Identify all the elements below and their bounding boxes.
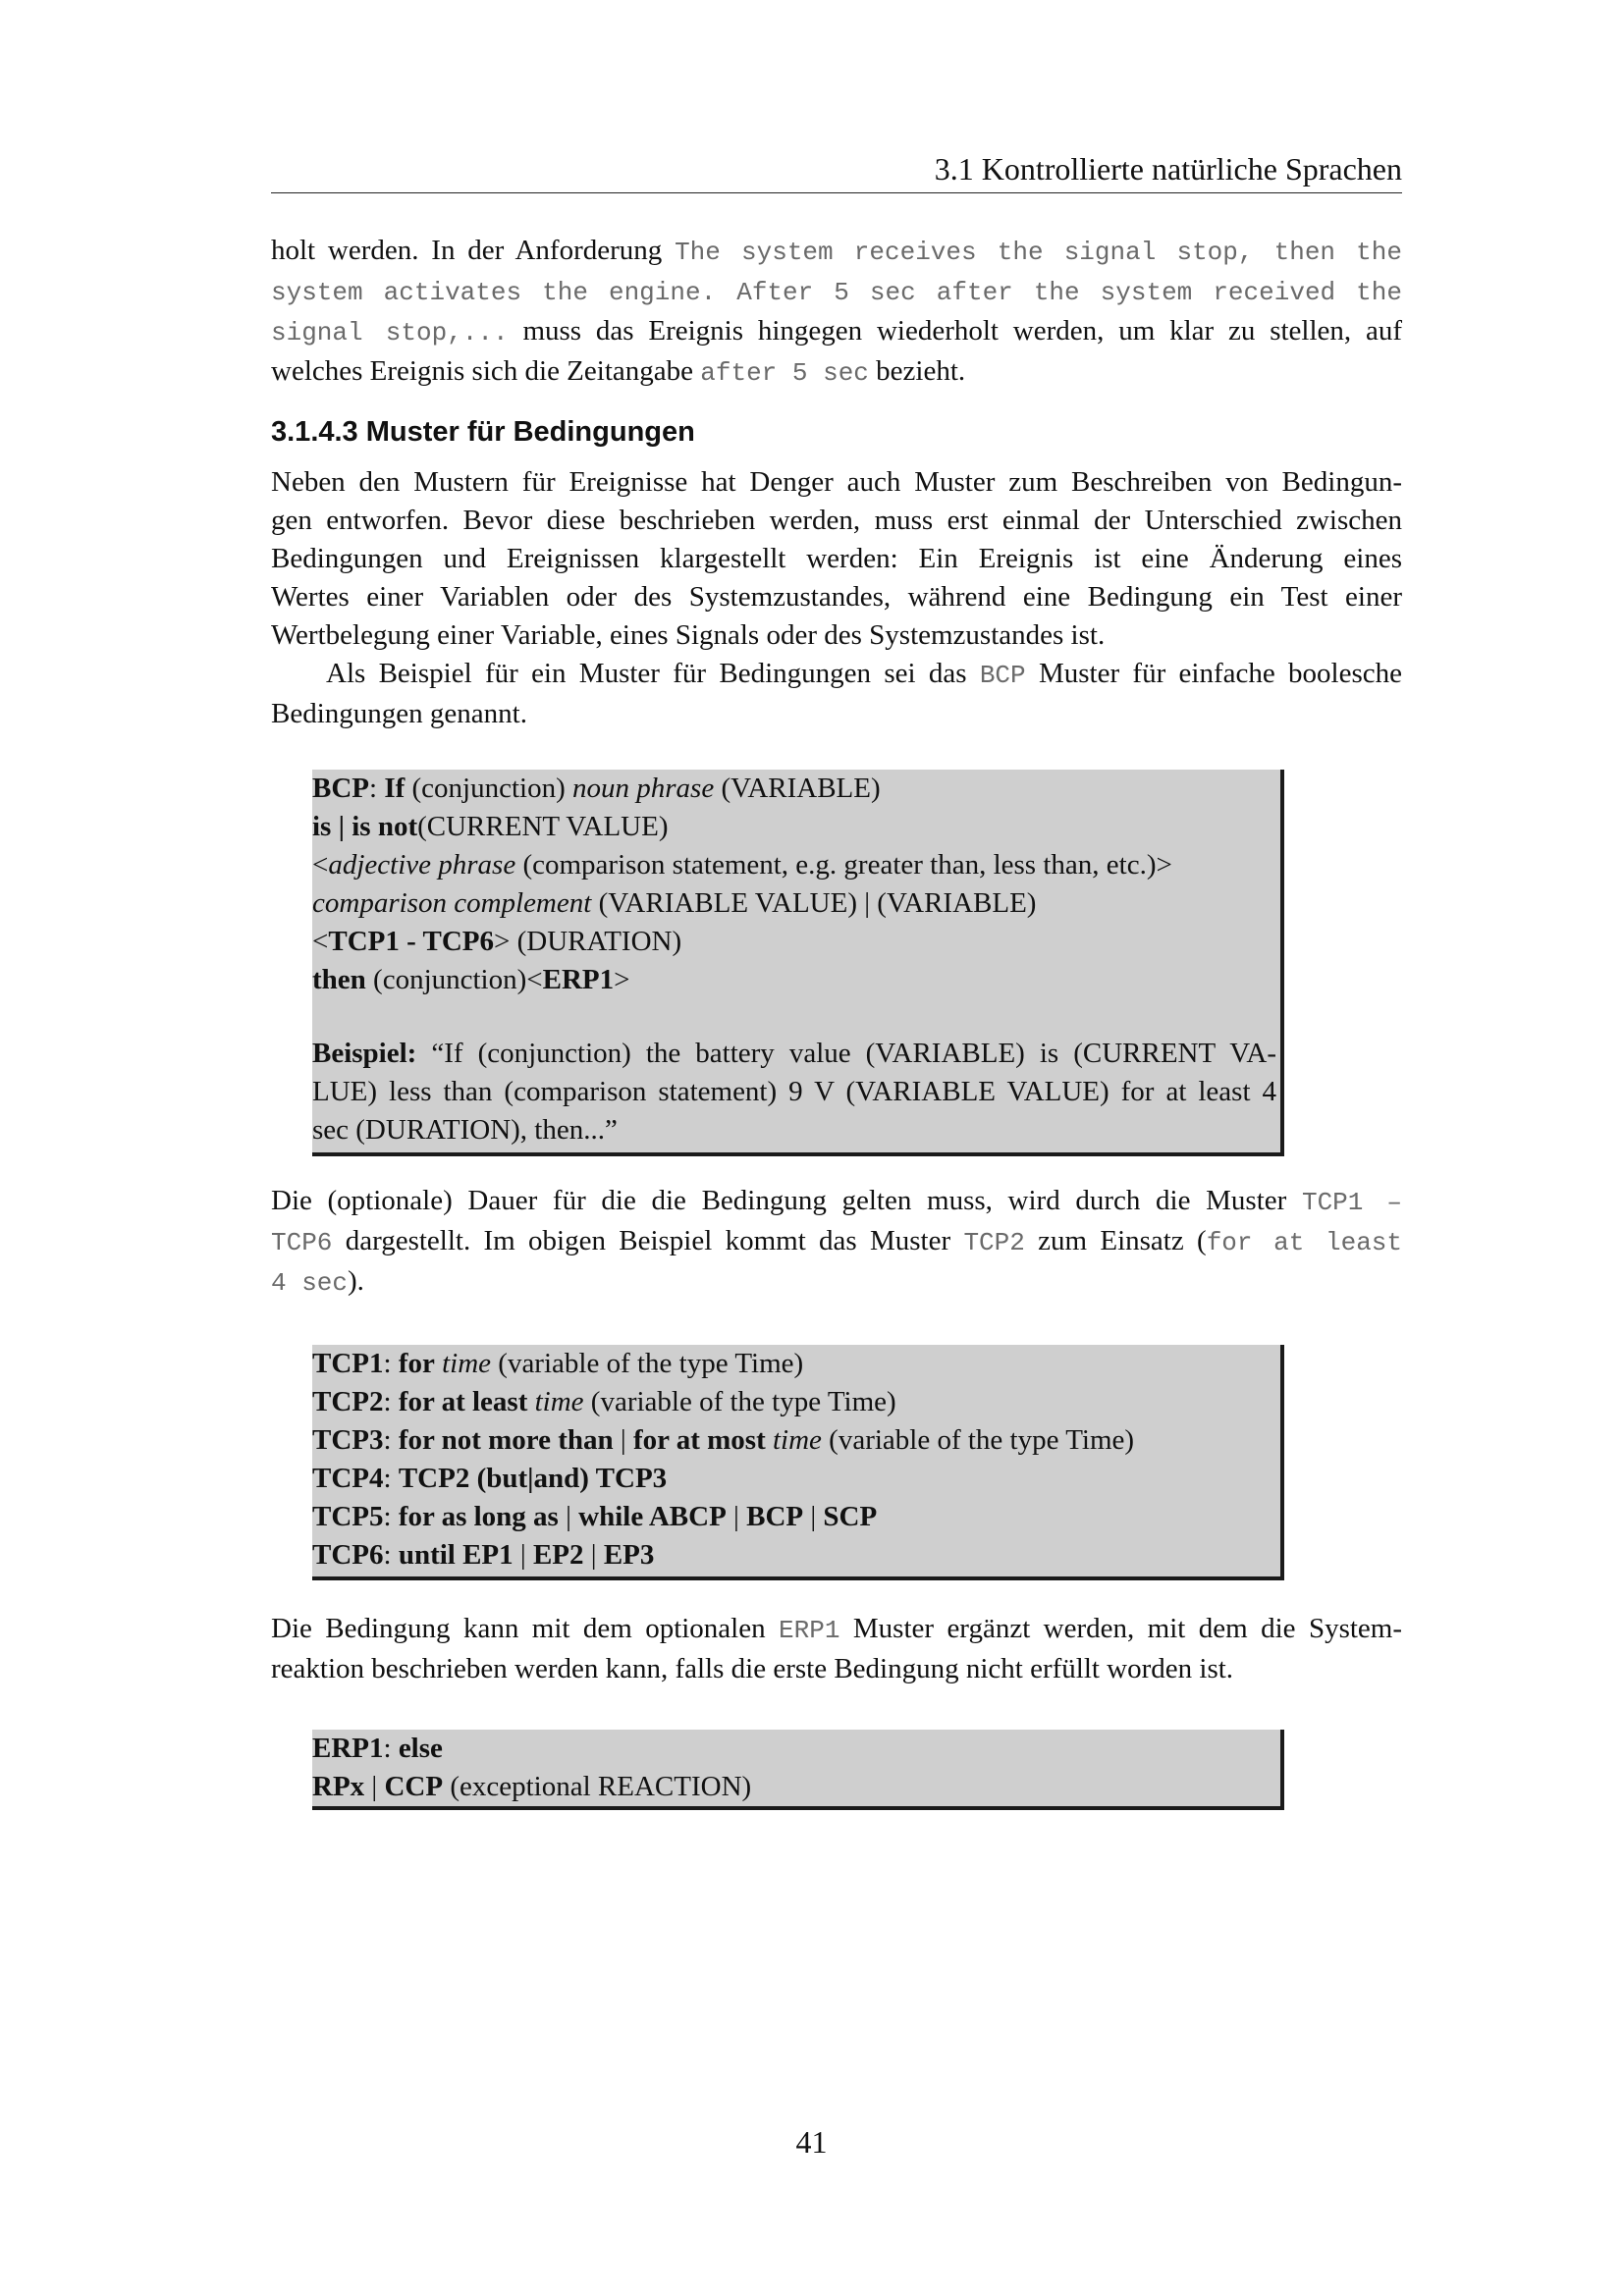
separator: | — [513, 1539, 533, 1571]
code-snippet: BCP — [979, 661, 1026, 690]
intro-line-1 — [271, 232, 1402, 272]
separator: : — [383, 1539, 399, 1571]
paragraph-line: reaktion beschrieben werden kann, falls die erste Bedingung nicht erfüllt worden ist. — [271, 1653, 1234, 1684]
paragraph-line: Bedingungen und Ereignissen klargestellt werden: Ein Ereignis ist eine Änderung eines — [271, 543, 1402, 574]
keyword: EP2 — [532, 1539, 584, 1571]
pattern-text: (variable of the type Time) — [583, 1386, 896, 1417]
keyword: then — [312, 964, 366, 995]
example-line-2: LUE) less than (comparison statement) 9 V (VARIABLE VALUE) for at least 4 — [312, 1076, 1276, 1107]
separator: | — [558, 1501, 579, 1532]
pattern-name: CCP — [384, 1771, 444, 1802]
code-snippet: TCP1 – — [1301, 1188, 1402, 1217]
separator: : — [383, 1733, 399, 1764]
separator: : — [383, 1463, 399, 1494]
code-snippet: for at least — [1206, 1228, 1402, 1257]
pattern-text: (comparison statement, e.g. greater than, less than, etc.)> — [515, 849, 1172, 881]
example-text: “If (conjunction) the battery value (VARIABLE) is (CURRENT VA- — [416, 1038, 1276, 1069]
paragraph-text: dargestellt. Im obigen Beispiel kommt das Muster — [332, 1225, 964, 1256]
paragraph-text: Die Bedingung kann mit dem optionalen — [271, 1613, 780, 1644]
paragraph-conditions — [271, 463, 1402, 733]
tcp-pattern-box — [312, 1345, 1284, 1580]
paragraph-line: Wertbelegung einer Variable, eines Signals oder des Systemzustandes ist. — [271, 619, 1106, 651]
pattern-italic: comparison complement — [312, 887, 592, 919]
intro-line-3 — [271, 312, 1402, 352]
pattern-name: TCP1 — [312, 1348, 384, 1379]
tcp-row — [312, 1345, 1276, 1383]
pattern-text: (variable of the type Time) — [491, 1348, 804, 1379]
bcp-line-3 — [312, 846, 1276, 884]
pattern-italic: noun phrase — [572, 773, 715, 804]
separator: | — [726, 1501, 747, 1532]
running-header: 3.1 Kontrollierte natürliche Sprachen — [271, 149, 1402, 193]
pattern-name: TCP5 — [312, 1501, 384, 1532]
keyword: SCP — [823, 1501, 878, 1532]
pattern-name: BCP — [312, 773, 369, 804]
bcp-pattern-box — [312, 770, 1284, 1156]
separator: | — [583, 1539, 604, 1571]
paragraph-line — [271, 1610, 1402, 1650]
pattern-text: (conjunction)< — [365, 964, 543, 995]
intro-paragraph — [271, 232, 1402, 393]
keyword: BCP — [746, 1501, 804, 1532]
keyword: else — [398, 1733, 443, 1764]
pattern-italic: adjective phrase — [328, 849, 516, 881]
keyword: TCP1 - TCP6 — [328, 926, 494, 957]
paragraph-line: Bedingungen genannt. — [271, 698, 527, 729]
paragraph-line: gen entworfen. Bevor diese beschrieben werden, muss erst einmal der Unterschied zwischen — [271, 505, 1402, 536]
paragraph-text: Als Beispiel für ein Muster für Bedingungen sei das — [326, 658, 980, 689]
tcp-row — [312, 1498, 1276, 1536]
pattern-name: TCP6 — [312, 1539, 384, 1571]
separator: : — [383, 1386, 399, 1417]
paragraph-duration — [271, 1182, 1402, 1303]
pattern-name: RPx — [312, 1771, 365, 1802]
erp-pattern-box — [312, 1730, 1284, 1810]
spacer — [312, 999, 1276, 1035]
pattern-text: (variable of the type Time) — [821, 1424, 1135, 1456]
tcp-row — [312, 1383, 1276, 1421]
keyword: for not more than — [398, 1424, 614, 1456]
pattern-text: (VARIABLE VALUE) | (VARIABLE) — [591, 887, 1037, 919]
code-snippet: after 5 sec — [700, 358, 869, 388]
paragraph-text: Muster ergänzt werden, mit dem die System- — [839, 1613, 1402, 1644]
keyword: for at most — [632, 1424, 766, 1456]
intro-text: muss das Ereignis hingegen wiederholt werden, um klar zu stellen, auf — [508, 315, 1402, 347]
bcp-line-6 — [312, 961, 1276, 999]
pattern-name: TCP2 — [312, 1386, 384, 1417]
intro-text: holt werden. In der Anforderung — [271, 235, 676, 266]
keyword: is | is not — [312, 811, 418, 842]
separator: | — [613, 1424, 633, 1456]
bcp-line-5 — [312, 923, 1276, 961]
keyword: while ABCP — [578, 1501, 727, 1532]
keyword: TCP2 (but|and) TCP3 — [398, 1463, 668, 1494]
keyword: for as long as — [398, 1501, 559, 1532]
code-snippet: system activates the engine. After 5 sec after the system received the — [271, 278, 1402, 307]
example-line-1 — [312, 1035, 1276, 1073]
keyword: EP3 — [603, 1539, 655, 1571]
code-snippet: 4 sec — [271, 1268, 349, 1298]
pattern-text: (exceptional REACTION) — [443, 1771, 752, 1802]
bcp-line-1 — [312, 770, 1276, 808]
intro-text: welches Ereignis sich die Zeitangabe — [271, 355, 701, 387]
paragraph-text: Muster für einfache boolesche — [1025, 658, 1402, 689]
pattern-name: TCP3 — [312, 1424, 384, 1456]
pattern-name: TCP4 — [312, 1463, 384, 1494]
code-snippet: The system receives the signal stop, then the — [675, 238, 1402, 267]
pattern-text: > (DURATION) — [494, 926, 682, 957]
code-snippet: ERP1 — [779, 1616, 840, 1645]
paragraph-line: Wertes einer Variablen oder des Systemzustandes, während eine Bedingung ein Test einer — [271, 581, 1402, 613]
intro-text: bezieht. — [868, 355, 966, 387]
erp-line-1 — [312, 1730, 1276, 1768]
pattern-text: > — [614, 964, 630, 995]
paragraph-line — [271, 1182, 1402, 1222]
pattern-text: < — [312, 926, 329, 957]
keyword: If — [384, 773, 406, 804]
bcp-line-2 — [312, 808, 1276, 846]
keyword: until EP1 — [398, 1539, 514, 1571]
intro-line-4 — [271, 352, 1402, 393]
code-snippet: TCP6 — [271, 1228, 333, 1257]
keyword: ERP1 — [542, 964, 615, 995]
separator: : — [383, 1424, 399, 1456]
pattern-italic: time — [765, 1424, 822, 1456]
code-snippet: signal stop,... — [271, 318, 509, 347]
tcp-row — [312, 1421, 1276, 1460]
paragraph-text: ). — [348, 1265, 364, 1297]
pattern-name: ERP1 — [312, 1733, 384, 1764]
pattern-italic: time — [527, 1386, 584, 1417]
code-snippet: TCP2 — [963, 1228, 1025, 1257]
section-heading: 3.1.4.3 Muster für Bedingungen — [271, 416, 695, 448]
bcp-line-4 — [312, 884, 1276, 923]
paragraph-erp — [271, 1610, 1402, 1688]
pattern-italic: time — [434, 1348, 492, 1379]
keyword: for — [398, 1348, 435, 1379]
separator: : — [369, 773, 385, 804]
example-line-3: sec (DURATION), then...” — [312, 1114, 618, 1146]
separator: | — [364, 1771, 385, 1802]
paragraph-line — [271, 655, 1402, 695]
separator: | — [803, 1501, 824, 1532]
tcp-row — [312, 1460, 1276, 1498]
paragraph-line — [271, 1222, 1402, 1262]
separator: : — [383, 1348, 399, 1379]
tcp-row — [312, 1536, 1276, 1575]
pattern-text: < — [312, 849, 329, 881]
pattern-text: (VARIABLE) — [714, 773, 881, 804]
keyword: for at least — [398, 1386, 528, 1417]
intro-line-2 — [271, 272, 1402, 312]
paragraph-line — [271, 1262, 1402, 1303]
paragraph-line: Neben den Mustern für Ereignisse hat Denger auch Muster zum Beschreiben von Bedingun- — [271, 466, 1402, 498]
paragraph-text: Die (optionale) Dauer für die die Bedingung gelten muss, wird durch die Muster — [271, 1185, 1302, 1216]
pattern-text: (conjunction) — [405, 773, 572, 804]
separator: : — [383, 1501, 399, 1532]
page-number: 41 — [795, 2124, 828, 2160]
paragraph-text: zum Einsatz ( — [1024, 1225, 1207, 1256]
pattern-text: (CURRENT VALUE) — [417, 811, 669, 842]
erp-line-2 — [312, 1768, 1276, 1806]
example-label: Beispiel: — [312, 1038, 417, 1069]
